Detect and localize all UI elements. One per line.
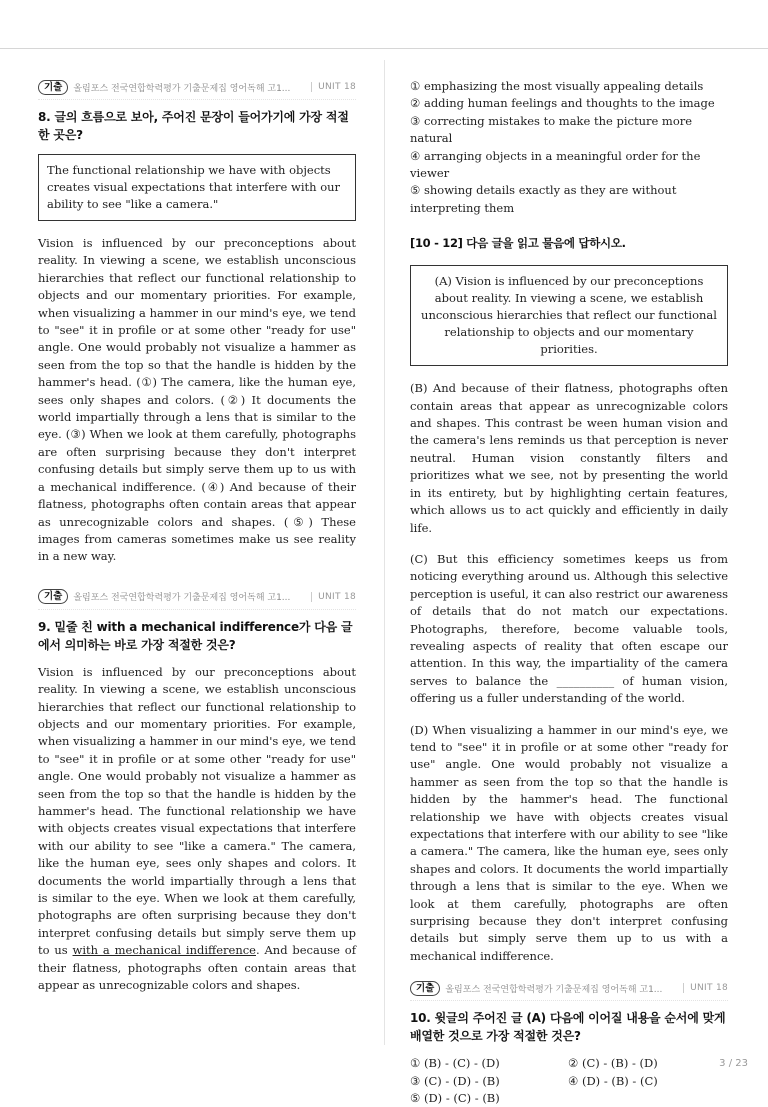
option-3[interactable]: ③ (C) - (D) - (B) xyxy=(410,1073,500,1088)
underlined-phrase: with a mechanical indifference xyxy=(72,943,256,958)
option-1[interactable]: ① (B) - (C) - (D) xyxy=(410,1056,500,1071)
option-1[interactable]: ① emphasizing the most visually appealing details xyxy=(410,79,704,93)
question-9-title: 9. 밑줄 친 with a mechanical indifference가 다음 글에서 의미하는 바로 가장 적절한 것은? xyxy=(38,619,353,652)
passage-a-box: (A) Vision is influenced by our preconceptions about reality. In viewing a scene, we establish unconscious hierarchies that reflect our functional relationship to objects and our momentary priorities. xyxy=(410,265,728,366)
question-8-passage: Vision is influenced by our preconceptions about reality. In viewing a scene, we establish unconscious hierarchies that reflect our functional relationship to objects and our momentary priorities. For example, when visualizing a hammer in our mind's eye, we tend to "see" it in profile or at some other "ready for use" angle. One would probably not visualize a hammer as seen from the top so that the handle is hidden by the hammer's head. (①) The camera, like the human eye, sees only shapes and colors. (②) It documents the world impartially through a lens that is similar to the eye. (③) When we look at them carefully, photographs are often surprising because they don't interpret confusing details but simply serve them up to us with a mechanical indifference. (④) And because of their flatness, photographs often contain areas that appear as unrecognizable colors and shapes. (⑤) These images from cameras sometimes make us see reality in a new way. xyxy=(38,236,356,564)
option-2[interactable]: ② adding human feelings and thoughts to the image xyxy=(410,96,715,111)
option-3[interactable]: ③ correcting mistakes to make the picture more natural xyxy=(410,113,693,146)
question-8-header xyxy=(38,78,356,100)
option-5[interactable]: ⑤ showing details exactly as they are without interpreting them xyxy=(410,183,677,215)
passage-d: (D) When visualizing a hammer in our mind's eye, we tend to "see" it in profile or at some other "ready for use" angle. One would probably not visualize a hammer as seen from the top so that the handle is hidden by the hammer's head. The functional relationship we have with objects creates visual expectations that interfere with our ability to see "like a camera." The camera, like the human eye, sees only shapes and colors. It documents the world impartially through a lens that is similar to the eye. When we look at them carefully, photographs are often surprising because they don't interpret confusing details but simply serve them up to us with a mechanical indifference. xyxy=(410,722,728,963)
unit-label: UNIT 18 xyxy=(683,983,728,993)
option-2[interactable]: ② (C) - (B) - (D) xyxy=(568,1056,658,1071)
question-8-title: 8. 글의 흐름으로 보아, 주어진 문장이 들어가기에 가장 적절한 곳은? xyxy=(38,110,349,142)
passage-c: (C) But this efficiency sometimes keeps us from noticing everything around us. Although this selective perception is useful, it can also restrict our awareness of details that do not match our expectations. Photographs, therefore, become valuable tools, revealing aspects of reality that often escape our attention. In this way, the impartiality of the camera serves to balance the __________ of human vision, offering us a fuller understanding of the world. xyxy=(410,551,728,706)
exam-tag: 기출 xyxy=(38,80,68,95)
option-5[interactable]: ⑤ (D) - (C) - (B) xyxy=(410,1091,500,1106)
question-10-title: 10. 윗글의 주어진 글 (A) 다음에 이어질 내용을 순서에 맞게 배열한 것으로 가장 적절한 것은? xyxy=(410,1011,726,1044)
top-rule xyxy=(0,48,768,49)
left-column xyxy=(38,78,356,1008)
source-label[interactable]: 올림포스 전국연합학력평가 기출문제집 영어독해 고1... xyxy=(445,984,663,995)
option-4[interactable]: ④ (D) - (B) - (C) xyxy=(568,1073,658,1088)
question-9-header xyxy=(38,588,356,610)
unit-label: UNIT 18 xyxy=(311,82,356,92)
source-label[interactable]: 올림포스 전국연합학력평가 기출문제집 영어독해 고1... xyxy=(73,83,291,94)
question-9-options xyxy=(410,78,728,217)
question-8-given-sentence: The functional relationship we have with objects creates visual expectations that interfere with our ability to see "like a camera." xyxy=(38,154,356,221)
passage-text: . And because of their flatness, photographs often contain areas that appear as unrecognizable colors and shapes. xyxy=(38,943,356,993)
passage-text: Vision is influenced by our preconceptions about reality. In viewing a scene, we establish unconscious hierarchies that reflect our functional relationship to objects and our momentary priorities. For example, when visualizing a hammer in our mind's eye, we tend to "see" it in profile or at some other "ready for use" angle. One would probably not visualize a hammer as seen from the top so that the handle is hidden by the hammer's head. The functional relationship we have with objects creates visual expectations that interfere with our ability to see "like a camera." The camera, like the human eye, sees only shapes and colors. It documents the world impartially through a lens that is similar to the eye. When we look at them carefully, photographs are often surprising because they don't interpret confusing details but simply serve them up to us xyxy=(38,664,356,958)
exam-tag: 기출 xyxy=(410,981,440,996)
set-title: [10 - 12] 다음 글을 읽고 물음에 답하시오. xyxy=(410,236,626,251)
column-divider xyxy=(384,60,385,1045)
question-10-header xyxy=(410,979,728,1001)
question-9-passage xyxy=(38,664,356,995)
right-column xyxy=(410,78,728,1107)
source-label[interactable]: 올림포스 전국연합학력평가 기출문제집 영어독해 고1... xyxy=(73,593,291,604)
exam-tag: 기출 xyxy=(38,589,68,604)
option-4[interactable]: ④ arranging objects in a meaningful order for the viewer xyxy=(410,148,701,181)
page-number: 3 / 23 xyxy=(719,1058,748,1069)
unit-label: UNIT 18 xyxy=(311,592,356,602)
passage-b: (B) And because of their flatness, photographs often contain areas that appear as unrecognizable colors and shapes. This contrast be ween human vision and the camera's lens reminds us that perception is never neutral. Human vision constantly filters and prioritizes what we see, not by presenting the world in its entirety, but by highlighting certain features, which allows us to act quickly and efficiently in daily life. xyxy=(410,381,728,535)
question-10-options xyxy=(410,1055,728,1107)
